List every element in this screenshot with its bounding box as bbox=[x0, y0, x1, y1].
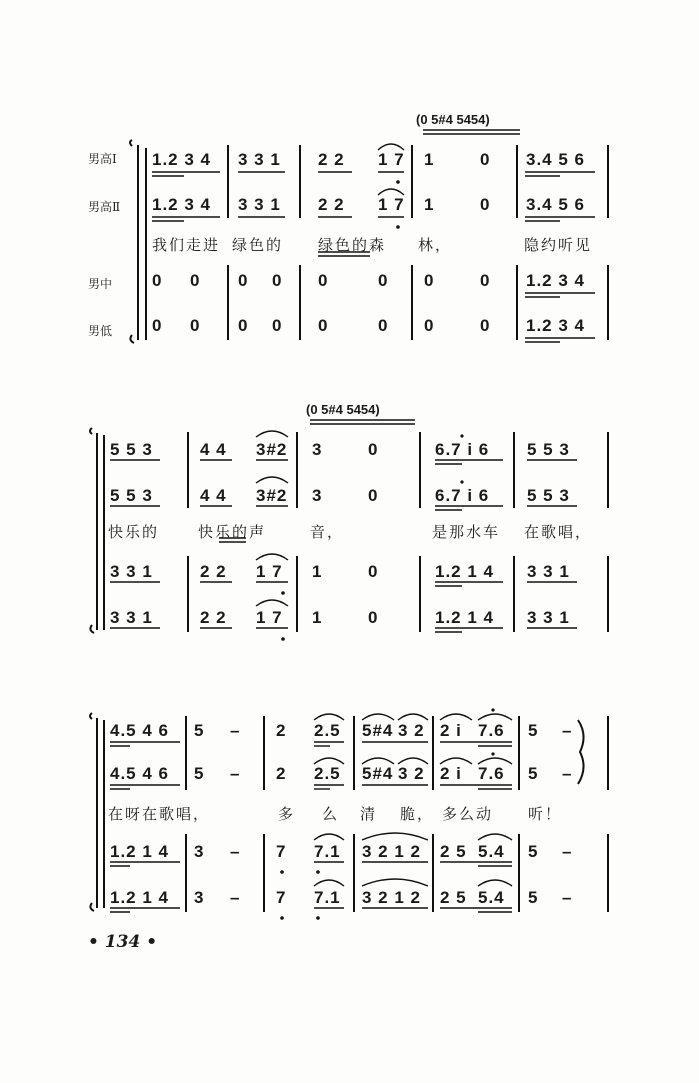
lyric: 在呀在歌唱， bbox=[108, 805, 211, 823]
note-group: 0 bbox=[272, 271, 283, 290]
voice-label-tenor2: 男高Ⅱ bbox=[88, 200, 121, 214]
note-group: 2 2 bbox=[200, 608, 227, 627]
note-group: 0 bbox=[480, 195, 491, 214]
note-group: – bbox=[230, 888, 241, 907]
note-group: 1.2 1 4 bbox=[435, 608, 494, 627]
lyric: 我们走进 bbox=[152, 236, 221, 254]
note-group: 0 bbox=[238, 271, 249, 290]
note-group: 1 7 bbox=[256, 562, 283, 581]
note-group: 1.2 1 4 bbox=[435, 562, 494, 581]
lyric: 快乐的声 bbox=[198, 523, 267, 541]
lyric: 多 bbox=[278, 805, 296, 823]
note-group: 3.4 5 6 bbox=[526, 195, 585, 214]
note-group: 0 bbox=[378, 271, 389, 290]
note-group: 3 3 1 bbox=[110, 608, 153, 627]
note-group: 5 bbox=[194, 764, 205, 783]
note-group: 5#4 bbox=[362, 721, 394, 740]
lyric: 么 bbox=[322, 805, 340, 823]
lyric: 音， bbox=[310, 523, 345, 541]
voice-label-bass: 男低 bbox=[88, 324, 113, 338]
note-group: 5.4 bbox=[478, 888, 505, 907]
system2-insert: (0 5#4 5454) bbox=[306, 402, 380, 417]
note-group: 1 7 bbox=[256, 608, 283, 627]
note-group: 2.5 bbox=[314, 721, 341, 740]
note-group: 0 bbox=[368, 440, 379, 459]
lyric: 清 bbox=[360, 805, 378, 823]
note-group: 1 bbox=[424, 195, 435, 214]
note-group: 1.2 3 4 bbox=[526, 316, 585, 335]
note-group: 7 bbox=[276, 888, 287, 907]
note-group: 5 5 3 bbox=[527, 440, 570, 459]
note-group: 2 2 bbox=[318, 195, 345, 214]
lyric: 是那水车 bbox=[432, 523, 501, 541]
note-group: 2 bbox=[276, 764, 287, 783]
note-group: 3 3 1 bbox=[527, 562, 570, 581]
note-group: 1.2 3 4 bbox=[152, 195, 211, 214]
note-group: 1 7 bbox=[378, 195, 405, 214]
note-group: 0 bbox=[152, 271, 163, 290]
note-group: 0 bbox=[238, 316, 249, 335]
note-group: 3 3 1 bbox=[110, 562, 153, 581]
note-group: 5 bbox=[528, 721, 539, 740]
note-group: 2 bbox=[276, 721, 287, 740]
note-group: – bbox=[562, 842, 573, 861]
note-group: 0 bbox=[480, 271, 491, 290]
note-group: 0 bbox=[190, 271, 201, 290]
note-group: 7.1 bbox=[314, 842, 341, 861]
note-group: – bbox=[230, 842, 241, 861]
lyric: 听！ bbox=[528, 805, 563, 823]
note-group: 1.2 1 4 bbox=[110, 842, 169, 861]
note-group: 5 5 3 bbox=[110, 486, 153, 505]
note-group: 0 bbox=[318, 316, 329, 335]
lyric: 多么动 bbox=[442, 805, 494, 823]
note-group: 1 bbox=[424, 150, 435, 169]
note-group: 1 bbox=[312, 608, 323, 627]
note-group: 5 bbox=[528, 888, 539, 907]
note-group: 6.7 i 6 bbox=[435, 440, 490, 459]
lyric: 林， bbox=[418, 236, 453, 254]
note-group: 0 bbox=[424, 271, 435, 290]
note-group: 7 bbox=[276, 842, 287, 861]
note-group: 5 bbox=[194, 721, 205, 740]
note-group: 4 4 bbox=[200, 440, 227, 459]
note-group: 6.7 i 6 bbox=[435, 486, 490, 505]
note-group: 2.5 bbox=[314, 764, 341, 783]
note-group: – bbox=[562, 888, 573, 907]
note-group: 3 bbox=[194, 888, 205, 907]
note-group: 2 i bbox=[440, 721, 462, 740]
note-group: 5 bbox=[528, 764, 539, 783]
note-group: 3 2 bbox=[398, 721, 425, 740]
note-group: 0 bbox=[480, 150, 491, 169]
note-group: 3 bbox=[194, 842, 205, 861]
voice-label-baritone: 男中 bbox=[88, 277, 113, 291]
lyric: 绿色的森 bbox=[318, 236, 387, 254]
note-group: 5 bbox=[528, 842, 539, 861]
note-group: 7.6 bbox=[478, 764, 505, 783]
note-group: 3 2 1 2 bbox=[362, 888, 421, 907]
voice-label-tenor1: 男高Ⅰ bbox=[88, 152, 117, 166]
note-group: 3 2 bbox=[398, 764, 425, 783]
note-group: 7.1 bbox=[314, 888, 341, 907]
lyric: 在歌唱， bbox=[524, 523, 593, 541]
note-group: 2 i bbox=[440, 764, 462, 783]
note-group: 1.2 3 4 bbox=[152, 150, 211, 169]
note-group: 2 5 bbox=[440, 842, 467, 861]
note-group: 0 bbox=[152, 316, 163, 335]
note-group: 5.4 bbox=[478, 842, 505, 861]
lyric: 快乐的 bbox=[108, 523, 160, 541]
note-group: 3 bbox=[312, 440, 323, 459]
note-group: 3 2 1 2 bbox=[362, 842, 421, 861]
note-group: 3 3 1 bbox=[238, 150, 281, 169]
note-group: 1.2 3 4 bbox=[526, 271, 585, 290]
note-group: 2 5 bbox=[440, 888, 467, 907]
note-group: 0 bbox=[318, 271, 329, 290]
note-group: 0 bbox=[368, 562, 379, 581]
note-group: 1 7 bbox=[378, 150, 405, 169]
note-group: 3.4 5 6 bbox=[526, 150, 585, 169]
note-group: 2 2 bbox=[318, 150, 345, 169]
page-number: • 134 • bbox=[88, 932, 158, 952]
note-group: 0 bbox=[190, 316, 201, 335]
note-group: 3 bbox=[312, 486, 323, 505]
note-group: 0 bbox=[378, 316, 389, 335]
note-group: 4 4 bbox=[200, 486, 227, 505]
note-group: – bbox=[562, 721, 573, 740]
note-group: 7.6 bbox=[478, 721, 505, 740]
note-group: 0 bbox=[424, 316, 435, 335]
note-group: 3 3 1 bbox=[527, 608, 570, 627]
note-group: 5#4 bbox=[362, 764, 394, 783]
note-group: – bbox=[562, 764, 573, 783]
note-group: 0 bbox=[480, 316, 491, 335]
note-group: 0 bbox=[368, 486, 379, 505]
note-group: 3#2 bbox=[256, 486, 288, 505]
note-group: 0 bbox=[368, 608, 379, 627]
note-group: – bbox=[230, 721, 241, 740]
note-group: 5 5 3 bbox=[110, 440, 153, 459]
system1-insert: (0 5#4 5454) bbox=[416, 112, 490, 127]
note-group: 0 bbox=[272, 316, 283, 335]
note-group: 1 bbox=[312, 562, 323, 581]
note-group: 4.5 4 6 bbox=[110, 721, 169, 740]
note-group: 3#2 bbox=[256, 440, 288, 459]
lyric: 隐约听见 bbox=[524, 236, 593, 254]
note-group: 1.2 1 4 bbox=[110, 888, 169, 907]
note-group: 5 5 3 bbox=[527, 486, 570, 505]
lyric: 脆， bbox=[400, 805, 435, 823]
note-group: 2 2 bbox=[200, 562, 227, 581]
note-group: – bbox=[230, 764, 241, 783]
lyric: 绿色的 bbox=[232, 236, 284, 254]
note-group: 4.5 4 6 bbox=[110, 764, 169, 783]
note-group: 3 3 1 bbox=[238, 195, 281, 214]
